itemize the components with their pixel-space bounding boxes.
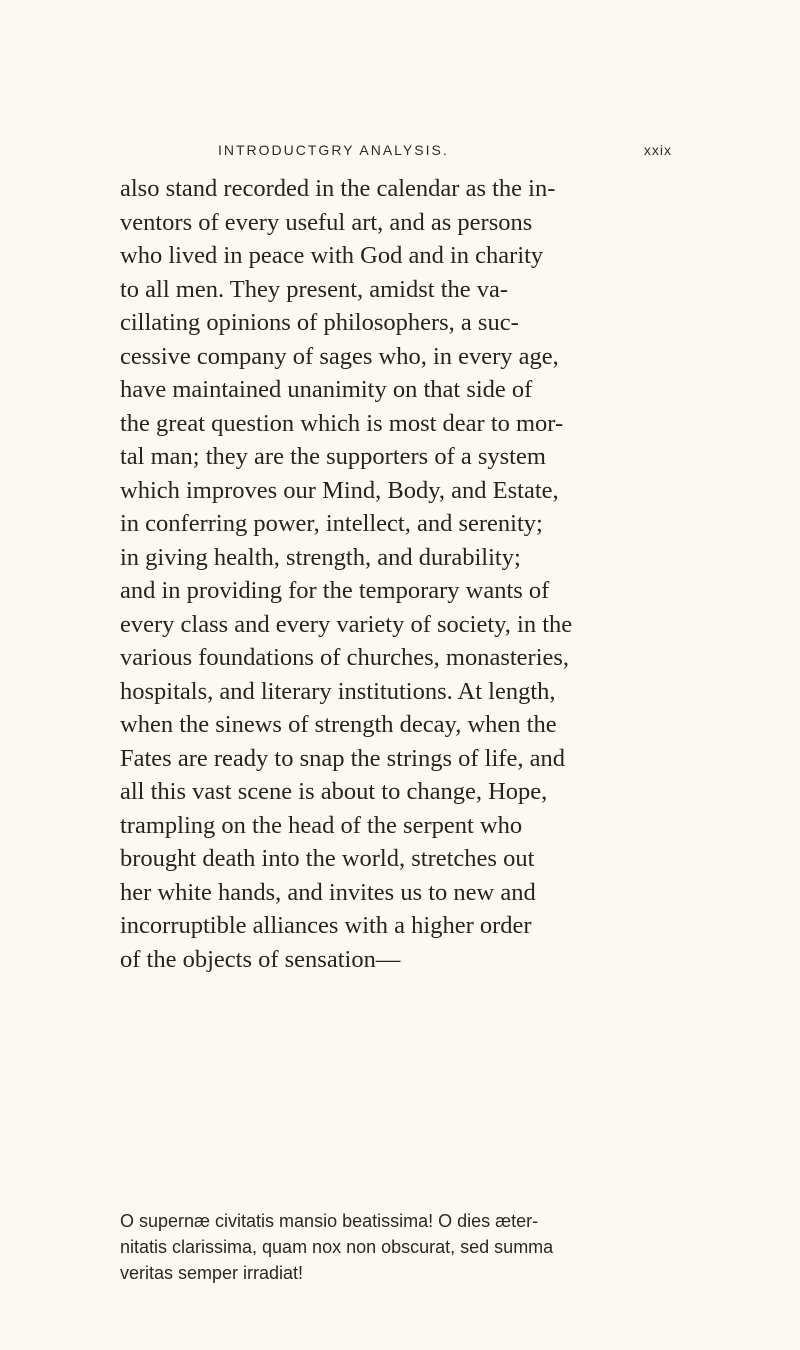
text-line: cillating opinions of philosophers, a suc-	[120, 309, 519, 336]
text-line: and in providing for the temporary wants of	[120, 577, 550, 604]
text-line: every class and every variety of society, in the	[120, 610, 573, 638]
running-title: INTRODUCTGRY ANALYSIS.	[218, 142, 449, 158]
text-line: the great question which is most dear to mor-	[120, 409, 564, 437]
page-number: xxix	[643, 142, 672, 158]
text-line: her white hands, and invites us to new and	[120, 878, 536, 906]
text-line: also stand recorded in the calendar as the in-	[120, 175, 556, 202]
text-line: which improves our Mind, Body, and Estate,	[120, 476, 559, 504]
text-line: hospitals, and literary institutions. At length,	[120, 677, 556, 705]
text-line: have maintained unanimity on that side of	[120, 376, 533, 403]
text-line: who lived in peace with God and in charity	[120, 242, 544, 269]
text-line: ventors of every useful art, and as persons	[120, 208, 533, 236]
text-line: of the objects of sensation—	[120, 945, 401, 973]
quote-line: veritas semper irradiat!	[120, 1263, 304, 1283]
text-line: brought death into the world, stretches out	[120, 845, 535, 872]
text-line: to all men. They present, amidst the va-	[120, 275, 509, 303]
text-line: in giving health, strength, and durability;	[120, 543, 521, 571]
text-line: tal man; they are the supporters of a system	[120, 443, 546, 470]
latin-quotation	[120, 1208, 680, 1286]
text-line: in conferring power, intellect, and serenity;	[120, 510, 543, 537]
text-line: Fates are ready to snap the strings of life, and	[120, 744, 565, 772]
text-line: incorruptible alliances with a higher order	[120, 912, 532, 939]
text-line: cessive company of sages who, in every age,	[120, 342, 559, 370]
text-line: all this vast scene is about to change, Hope,	[120, 778, 548, 805]
quote-line: O supernæ civitatis mansio beatissima! O dies æter-	[120, 1211, 539, 1231]
text-line: various foundations of churches, monasteries,	[120, 644, 570, 671]
body-paragraph	[120, 172, 680, 976]
text-line: when the sinews of strength decay, when the	[120, 711, 557, 738]
text-line: trampling on the head of the serpent who	[120, 811, 523, 839]
quote-line: nitatis clarissima, quam nox non obscurat, sed summa	[120, 1237, 554, 1257]
